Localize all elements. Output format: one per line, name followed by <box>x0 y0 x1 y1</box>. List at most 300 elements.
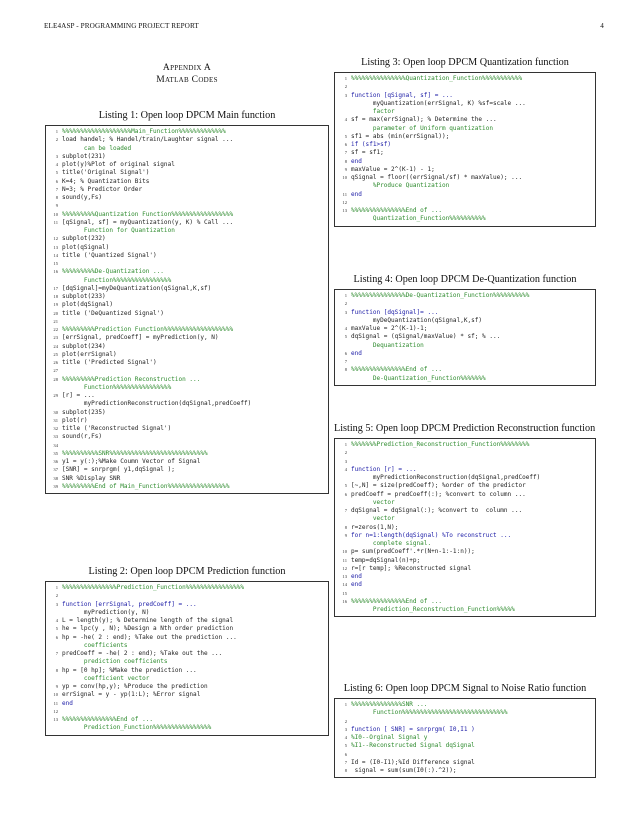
code-text <box>62 202 66 209</box>
code-text: N=3; % Predictor Order <box>62 185 143 193</box>
code-line <box>339 734 593 742</box>
line-number: 29 <box>53 393 58 398</box>
code-text: Function for Quantization <box>62 227 175 234</box>
code-text: %%%%%%%%%%%%%%%De-Quantization_Function%%%%%%%%%% <box>351 292 530 299</box>
line-number: 9 <box>344 532 347 538</box>
line-number: 23 <box>53 335 58 341</box>
code-line <box>50 318 326 326</box>
code-text <box>351 83 355 90</box>
line-number: 2 <box>344 718 347 724</box>
listing-6-caption: Listing 6: Open loop DPCM Signal to Noise Ratio function <box>343 683 587 694</box>
code-line <box>339 767 593 775</box>
code-line <box>50 277 326 285</box>
page-number: 4 <box>600 22 604 30</box>
code-text: coefficients <box>62 641 128 649</box>
code-line <box>339 92 593 100</box>
code-text <box>62 260 66 267</box>
code-text: title ('Reconstructed Signal') <box>62 425 172 432</box>
line-number: 16 <box>53 269 58 275</box>
code-line <box>50 425 326 433</box>
code-line <box>339 182 593 190</box>
code-text: %%%%%%%%%%%%%%%Prediction_Function%%%%%%%%%%%%%%%% <box>62 584 245 591</box>
code-text: %%%%%%%%%%%%%%%End of ... <box>62 716 154 723</box>
line-number: 15 <box>53 261 58 266</box>
line-number: 1 <box>55 585 58 590</box>
code-line <box>50 625 326 633</box>
code-text: myQuantization(errSignal, K) %sf=scale ... <box>351 99 526 107</box>
line-number: 11 <box>53 219 58 225</box>
code-line <box>50 128 326 136</box>
code-text: vector <box>351 515 395 523</box>
line-number: 15 <box>342 590 347 596</box>
line-number: 38 <box>53 475 58 481</box>
line-number: 7 <box>55 186 58 192</box>
line-number: 6 <box>344 491 347 497</box>
line-number: 5 <box>344 133 347 139</box>
code-text: dqSignal = (qSignal/maxValue) * sf; % ... <box>351 333 501 341</box>
code-text: p= sum(predCoeff'.*r(N+n-1:-1:n)); <box>351 548 475 556</box>
code-line <box>339 718 593 726</box>
code-line <box>50 169 326 177</box>
code-line <box>50 650 326 658</box>
code-line <box>339 191 593 199</box>
line-number: 16 <box>342 598 347 604</box>
code-text: %I1--Reconstructed Signal dqSignal <box>351 742 475 750</box>
line-number: 6 <box>344 142 347 147</box>
code-text: signal = sum(sum(I0(:).^2)); <box>351 767 457 774</box>
listing-3-code <box>334 72 596 227</box>
code-text: plot(errSignal) <box>62 350 117 358</box>
code-line <box>50 359 326 367</box>
line-number: 4 <box>55 162 58 167</box>
code-text <box>62 442 66 449</box>
code-text <box>351 751 355 758</box>
line-number: 4 <box>344 466 347 472</box>
line-number: 7 <box>344 150 347 156</box>
code-text: De-Quantization_Function%%%%%%% <box>351 374 486 382</box>
line-number: 1 <box>344 702 347 707</box>
code-line <box>339 174 593 182</box>
line-number: 12 <box>53 236 58 242</box>
line-number: 18 <box>53 294 58 299</box>
code-text: hp = -he( 2 : end); %Take out the prediction ... <box>62 633 237 641</box>
code-text: load handel; % Handel/train/Laughter signal ... <box>62 136 234 144</box>
code-text: sf = max(errSignal); % Determine the ... <box>351 116 497 124</box>
listing-5-code <box>334 438 596 617</box>
listing-5-block <box>334 423 596 617</box>
code-text <box>62 592 66 599</box>
code-text <box>351 718 355 725</box>
code-text: function [r] = ... <box>351 465 417 473</box>
code-line <box>339 207 593 215</box>
code-text: for n=1:length(dqSignal) %To reconstruct ... <box>351 531 512 539</box>
code-line <box>339 598 593 606</box>
line-number: 34 <box>53 442 58 448</box>
code-line <box>339 350 593 358</box>
line-number: 27 <box>53 368 58 374</box>
code-line <box>339 515 593 523</box>
code-line <box>50 186 326 194</box>
code-text: title ('DeQuantized Signal') <box>62 309 164 317</box>
code-text: he = lpc(y , N); %Design a Nth order prediction <box>62 625 234 633</box>
line-number: 12 <box>53 708 58 714</box>
code-text: Prediction_Function%%%%%%%%%%%%%%%% <box>62 724 212 732</box>
code-line <box>50 400 326 408</box>
line-number: 19 <box>53 302 58 308</box>
line-number: 26 <box>53 360 58 365</box>
line-number: 33 <box>53 434 58 440</box>
line-number: 1 <box>344 293 347 298</box>
code-line <box>339 491 593 499</box>
code-line <box>50 691 326 699</box>
code-text: %%%%%%%%%%%%%%SNR ... <box>351 701 428 708</box>
line-number: 10 <box>53 692 58 698</box>
line-number: 1 <box>55 129 58 134</box>
code-text: function [qSignal, sf] = ... <box>351 91 453 99</box>
code-line <box>50 268 326 276</box>
code-text <box>351 300 355 307</box>
code-line <box>339 83 593 91</box>
code-text: subplot(234) <box>62 342 106 350</box>
code-line <box>339 709 593 717</box>
code-line <box>339 108 593 116</box>
code-line <box>339 149 593 157</box>
code-line <box>50 609 326 617</box>
line-number: 3 <box>344 92 347 98</box>
code-text <box>351 458 355 465</box>
line-number: 5 <box>55 626 58 632</box>
line-number: 4 <box>344 117 347 123</box>
code-line <box>50 161 326 169</box>
code-line <box>50 601 326 609</box>
code-text: r=[r temp]; %Reconstructed signal <box>351 564 472 572</box>
listing-6-block <box>334 683 596 778</box>
code-line <box>339 581 593 589</box>
code-line <box>50 351 326 359</box>
code-line <box>339 606 593 614</box>
code-line <box>339 441 593 449</box>
code-text: predCoeff = predCoeff(:); %convert to column ... <box>351 490 526 498</box>
code-line <box>339 482 593 490</box>
code-line <box>50 675 326 683</box>
code-line <box>50 724 326 732</box>
code-line <box>50 227 326 235</box>
line-number: 2 <box>55 593 58 599</box>
code-text: [qSignal, sf] = myQuantization(y, K) % Call ... <box>62 218 234 226</box>
line-number: 30 <box>53 409 58 415</box>
code-text: Id = (I0-I1);%Id Difference signal <box>351 758 475 766</box>
code-text: subplot(232) <box>62 235 106 243</box>
code-text: myPrediction(y, N) <box>62 608 150 616</box>
code-line <box>50 617 326 625</box>
code-text <box>351 590 355 597</box>
code-line <box>339 292 593 300</box>
code-text: title ('Quantized Signal') <box>62 251 157 259</box>
code-line <box>50 310 326 318</box>
code-text: hp = [0 hp]; %Make the prediction ... <box>62 666 197 674</box>
code-line <box>50 260 326 268</box>
line-number: 10 <box>53 211 58 217</box>
code-text: Function%%%%%%%%%%%%%%%% <box>62 383 172 391</box>
code-line <box>50 475 326 483</box>
code-line <box>50 178 326 186</box>
line-number: 13 <box>53 717 58 722</box>
code-text: %%%%%%%%%Quantization Function%%%%%%%%%%%%%%%%% <box>62 210 234 218</box>
code-line <box>50 384 326 392</box>
code-text: plot(qSignal) <box>62 243 110 251</box>
code-line <box>50 194 326 202</box>
line-number: 2 <box>344 450 347 456</box>
code-text: [SNR] = snrprgm( y1,dqSignal ); <box>62 466 175 474</box>
code-text: title ('Predicted Signal') <box>62 359 157 366</box>
line-number: 1 <box>344 76 347 81</box>
code-line <box>339 466 593 474</box>
code-text: Quantization_Function%%%%%%%%%% <box>351 215 486 223</box>
code-line <box>50 301 326 309</box>
code-line <box>339 166 593 174</box>
code-line <box>50 658 326 666</box>
code-text: subplot(235) <box>62 408 106 416</box>
listing-3-caption: Listing 3: Open loop DPCM Quantization function <box>361 57 569 68</box>
code-text: plot(y)%Plot of original signal <box>62 161 175 168</box>
code-text: y1 = y(:);%Make Coumn Vector of Signal <box>62 458 201 465</box>
listing-1-caption: Listing 1: Open loop DPCM Main function <box>98 110 276 121</box>
code-line <box>50 244 326 252</box>
left-column <box>45 62 329 86</box>
code-line <box>339 309 593 317</box>
code-text: factor <box>351 108 395 115</box>
code-text: %%%%%%%%%End of Main_Function%%%%%%%%%%%%%%%%% <box>62 482 230 490</box>
code-text: predCoeff = -he( 2 : end); %Take out the ... <box>62 650 223 657</box>
code-text <box>62 708 66 715</box>
code-text: can be loaded <box>62 144 132 152</box>
listing-1-code <box>45 125 329 494</box>
code-line <box>50 409 326 417</box>
code-text: yp = conv(hp,y); %Produce the prediction <box>62 683 208 690</box>
code-line <box>50 136 326 144</box>
line-number: 5 <box>344 483 347 489</box>
line-number: 9 <box>55 684 58 689</box>
code-text: [errSignal, predCoeff] = myPrediction(y, N) <box>62 334 219 342</box>
code-line <box>339 449 593 457</box>
line-number: 11 <box>53 700 58 706</box>
code-line <box>339 742 593 750</box>
appendix-heading <box>45 62 329 86</box>
listing-5-caption: Listing 5: Open loop DPCM Prediction Reconstruction function <box>334 423 596 434</box>
line-number: 4 <box>344 735 347 740</box>
code-line <box>50 433 326 441</box>
listing-4-block <box>334 274 596 386</box>
code-line <box>50 634 326 642</box>
code-text: %%%%%%%%%De-Quantization ... <box>62 268 164 276</box>
code-text: prediction coefficients <box>62 658 168 666</box>
code-line <box>50 285 326 293</box>
line-number: 31 <box>53 417 58 423</box>
code-line <box>339 358 593 366</box>
code-line <box>50 145 326 153</box>
code-line <box>339 158 593 166</box>
line-number: 8 <box>344 768 347 773</box>
code-text: Function%%%%%%%%%%%%%%%%%%%%%%%%%%%%% <box>351 709 508 717</box>
code-text: sound(r,Fs) <box>62 433 103 441</box>
code-line <box>50 417 326 425</box>
code-text: plot(dqSignal) <box>62 301 113 309</box>
line-number: 9 <box>55 203 58 209</box>
line-number: 6 <box>344 350 347 356</box>
code-line <box>50 376 326 384</box>
code-text: end <box>351 349 362 357</box>
line-number: 2 <box>55 137 58 143</box>
code-text: sound(y,Fs) <box>62 194 103 201</box>
code-text: vector <box>351 498 395 506</box>
line-number: 3 <box>344 458 347 464</box>
code-text: maxValue = 2^(K-1)-1; <box>351 325 428 332</box>
line-number: 6 <box>55 634 58 640</box>
code-line <box>339 557 593 565</box>
code-line <box>50 700 326 708</box>
code-text: myPredictionReconstruction(dqSignal,predCoeff) <box>351 474 541 481</box>
code-line <box>50 293 326 301</box>
code-text <box>351 358 355 365</box>
code-line <box>339 524 593 532</box>
code-line <box>50 252 326 260</box>
line-number: 11 <box>342 557 347 563</box>
code-line <box>339 726 593 734</box>
line-number: 20 <box>53 310 58 316</box>
code-line <box>50 708 326 716</box>
line-number: 3 <box>55 601 58 607</box>
code-text: dqSignal = dqSignal(:); %convert to column ... <box>351 507 523 514</box>
code-text: K=4; % Quantization Bits <box>62 177 150 185</box>
listing-6-code <box>334 698 596 778</box>
line-number: 5 <box>344 334 347 340</box>
line-number: 17 <box>53 285 58 291</box>
code-line <box>339 333 593 341</box>
code-line <box>50 219 326 227</box>
code-line <box>50 667 326 675</box>
code-line <box>50 326 326 334</box>
code-text: Function%%%%%%%%%%%%%%%% <box>62 276 172 284</box>
code-text: myDeQuantization(qSignal,K,sf) <box>351 316 483 324</box>
appendix-subtitle: Matlab Codes <box>156 75 218 85</box>
line-number: 12 <box>342 199 347 205</box>
code-line <box>50 458 326 466</box>
code-line <box>339 532 593 540</box>
line-number: 8 <box>55 667 58 673</box>
code-text: subplot(233) <box>62 293 106 300</box>
code-text: function [errSignal, predCoeff] = ... <box>62 600 197 608</box>
listing-2-caption: Listing 2: Open loop DPCM Prediction function <box>88 566 286 577</box>
code-line <box>339 759 593 767</box>
code-line <box>50 592 326 600</box>
line-number: 1 <box>344 442 347 447</box>
line-number: 10 <box>342 175 347 180</box>
code-text: function [dqSignal]= ... <box>351 308 439 316</box>
code-line <box>50 450 326 458</box>
code-text: %%%%%%%%%Prediction Reconstruction ... <box>62 375 201 383</box>
line-number: 14 <box>53 252 58 258</box>
line-number: 28 <box>53 376 58 382</box>
code-text: Dequantization <box>351 341 424 349</box>
line-number: 11 <box>342 191 347 197</box>
code-line <box>50 202 326 210</box>
code-text: end <box>351 157 362 165</box>
line-number: 7 <box>344 359 347 364</box>
line-number: 12 <box>342 565 347 571</box>
code-text: end <box>351 190 362 198</box>
listing-4-code <box>334 289 596 386</box>
line-number: 7 <box>344 508 347 513</box>
listing-3-block <box>334 57 596 227</box>
line-number: 13 <box>342 574 347 579</box>
line-number: 7 <box>344 759 347 765</box>
code-line <box>339 300 593 308</box>
code-text: %%%%%%%Prediction_Reconstruction_Function%%%%%%%% <box>351 441 530 448</box>
code-text: [dqSignal]=myDeQuantization(qSignal,K,sf) <box>62 284 212 292</box>
code-line <box>50 584 326 592</box>
code-text: %%%%%%%%%%%%%%%End of ... <box>351 597 443 605</box>
code-text: %I0--Orginal Signal y <box>351 734 428 741</box>
line-number: 2 <box>344 84 347 90</box>
code-text: %Produce Quantization <box>351 182 450 190</box>
line-number: 3 <box>55 153 58 159</box>
appendix-title: Appendix A <box>162 63 212 73</box>
listing-2-block <box>45 566 329 736</box>
line-number: 21 <box>53 318 58 324</box>
code-line <box>50 392 326 400</box>
code-line <box>339 125 593 133</box>
line-number: 6 <box>344 751 347 757</box>
code-line <box>339 100 593 108</box>
code-text: if (sf1>sf) <box>351 141 392 148</box>
code-line <box>50 483 326 491</box>
code-text: myPredictionReconstruction(dqSignal,predCoeff) <box>62 400 252 408</box>
line-number: 36 <box>53 459 58 464</box>
code-text: sf = sf1; <box>351 149 384 157</box>
code-line <box>339 573 593 581</box>
code-line <box>50 716 326 724</box>
code-text <box>351 449 355 456</box>
code-text: title('Original Signal') <box>62 169 150 177</box>
code-text: function [ SNR] = snrprgm( I0,I1 ) <box>351 725 475 733</box>
code-line <box>339 565 593 573</box>
code-line <box>50 466 326 474</box>
code-line <box>339 116 593 124</box>
line-number: 4 <box>55 618 58 623</box>
code-text: errSignal = y - yp(1:L); %Error signal <box>62 691 201 699</box>
code-text: r=zeros(1,N); <box>351 523 399 531</box>
code-text: qSignal = floor((errSignal/sf) * maxValue); ... <box>351 174 523 181</box>
code-text: %%%%%%%%%%%%%%%End of ... <box>351 207 443 214</box>
code-text: %%%%%%%%%Prediction Function%%%%%%%%%%%%%%%%%%% <box>62 326 234 333</box>
line-number: 39 <box>53 483 58 489</box>
code-text: end <box>62 699 73 707</box>
code-text <box>351 199 355 206</box>
code-text: maxValue = 2^(K-1) - 1; <box>351 165 435 173</box>
code-line <box>339 751 593 759</box>
line-number: 3 <box>344 726 347 732</box>
listing-1-block <box>45 110 329 494</box>
code-text <box>62 367 66 374</box>
code-text: %%%%%%%%%%SNR%%%%%%%%%%%%%%%%%%%%%%%%%%% <box>62 449 208 457</box>
code-line <box>339 215 593 223</box>
line-number: 5 <box>344 743 347 749</box>
code-line <box>50 367 326 375</box>
code-line <box>339 199 593 207</box>
code-text: coefficient vector <box>62 674 150 682</box>
line-number: 8 <box>344 158 347 164</box>
line-number: 5 <box>55 170 58 176</box>
